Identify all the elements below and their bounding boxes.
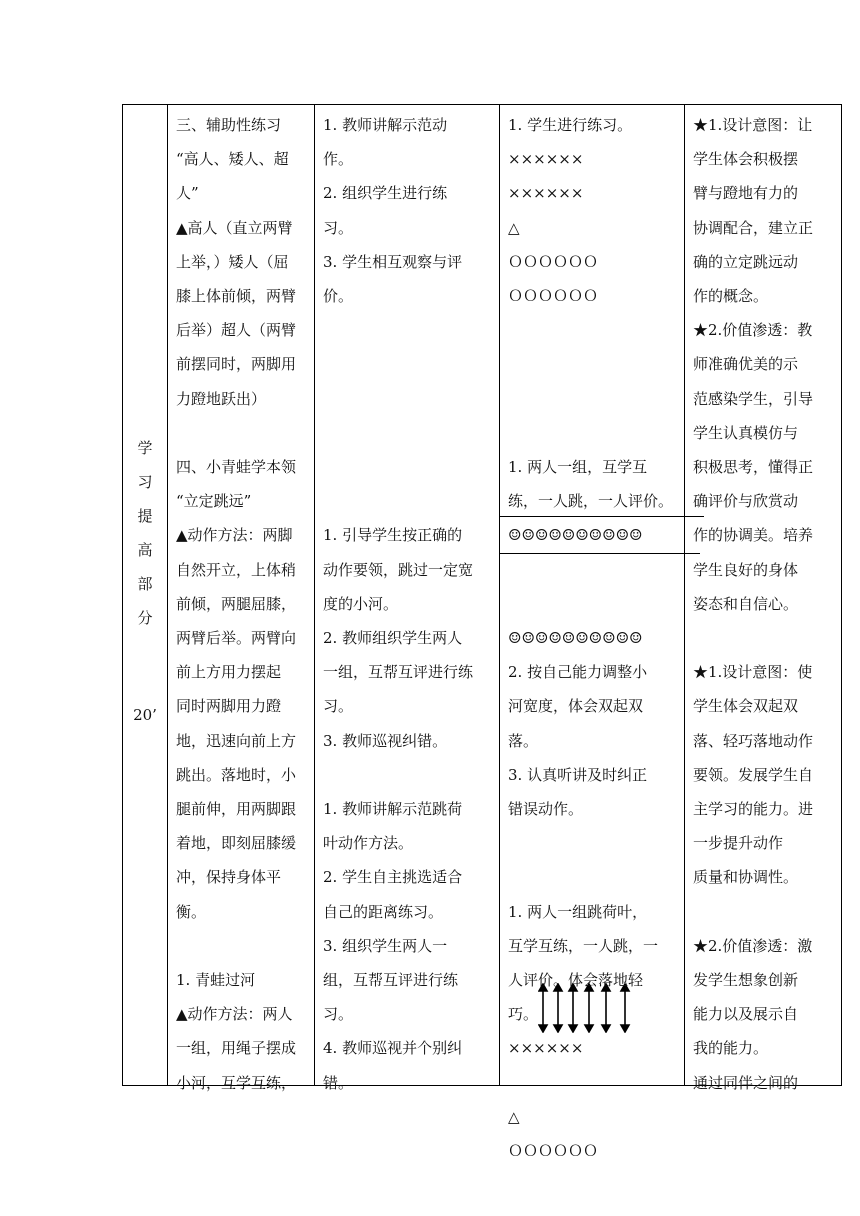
- text-line: 积极思考，懂得正: [693, 458, 814, 476]
- text-line: 小河，互学互练，: [176, 1073, 297, 1092]
- content-cell: [168, 105, 315, 1092]
- section-char: 学: [137, 439, 153, 457]
- design-intent-column: [685, 105, 841, 1092]
- text-line: ★1.设计意图：让: [693, 116, 813, 134]
- text-line: 力蹬地跃出）: [176, 389, 267, 408]
- text-line: 范感染学生，引导: [693, 389, 814, 408]
- text-line: 2. 学生自主挑选适合: [323, 868, 463, 887]
- text-line: 着地，即刻屈膝缓: [176, 834, 297, 853]
- text-line: △: [508, 218, 520, 237]
- text-line: 跳出。落地时，小: [176, 765, 297, 784]
- text-line: 作的协调美。培养: [693, 526, 814, 545]
- text-line: 习。: [323, 218, 354, 237]
- text-line: 师准确优美的示: [693, 355, 799, 374]
- student-cell: [500, 105, 685, 1160]
- text-line: 一步提升动作: [693, 834, 784, 853]
- text-line: ☺☺☺☺☺☺☺☺☺☺: [508, 629, 643, 647]
- text-line: 协调配合，建立正: [693, 218, 814, 237]
- section-char: 高: [137, 541, 153, 559]
- section-duration: 20’: [133, 706, 157, 724]
- text-line: 2. 按自己能力调整小: [508, 663, 648, 682]
- section-char: 部: [137, 575, 153, 593]
- text-line: ××××××: [508, 184, 584, 203]
- text-line: 一组，用绳子摆成: [176, 1039, 297, 1058]
- text-line: 地，迅速向前上方: [176, 731, 297, 750]
- text-line: 度的小河。: [323, 594, 399, 613]
- text-line: 4. 教师巡视并个别纠: [323, 1039, 463, 1058]
- text-line: “高人、矮人、超: [176, 150, 289, 169]
- section-char: 分: [137, 609, 153, 627]
- text-line: 通过同伴之间的: [693, 1073, 799, 1092]
- text-line: 我的能力。: [693, 1039, 769, 1058]
- text-line: 腿前伸，用两脚跟: [176, 800, 297, 818]
- intent-cell: [685, 105, 842, 1092]
- text-line: ××××××: [508, 150, 584, 169]
- river-line-bottom: [500, 553, 700, 554]
- text-line: 落。: [508, 731, 539, 750]
- text-line: 一组，互帮互评进行练: [323, 663, 474, 682]
- text-line: 发学生想象创新: [693, 971, 799, 989]
- text-line: 前上方用力摆起: [176, 663, 282, 682]
- text-line: 质量和协调性。: [693, 868, 799, 887]
- text-line: 衡。: [176, 902, 207, 921]
- text-line: 价。: [323, 287, 354, 305]
- text-line: 习。: [323, 1005, 354, 1024]
- text-line: 膝上体前倾，两臂: [176, 287, 297, 305]
- text-line: ▲动作方法：两脚: [176, 526, 293, 545]
- text-line: 能力以及展示自: [693, 1005, 799, 1024]
- text-line: ▲高人（直立两臂: [176, 218, 293, 237]
- text-line: 确的立定跳远动: [693, 252, 799, 271]
- text-line: 姿态和自信心。: [693, 594, 799, 613]
- text-line: 人评价。体会落地轻: [508, 971, 644, 989]
- text-line: 1. 引导学生按正确的: [323, 526, 463, 545]
- text-line: 1. 青蛙过河: [176, 971, 256, 989]
- text-line: 冲，保持身体平: [176, 868, 282, 887]
- text-line: ★2.价值渗透：教: [693, 321, 813, 340]
- text-line: 错。: [323, 1073, 354, 1092]
- student-activity-column: [500, 105, 684, 1160]
- text-line: 落、轻巧落地动作: [693, 731, 814, 750]
- text-line: 组，互帮互评进行练: [323, 971, 459, 989]
- text-line: 学生体会双起双: [693, 697, 799, 716]
- text-line: 互学互练，一人跳，一: [508, 936, 659, 955]
- text-line: ★1.设计意图：使: [693, 663, 813, 682]
- text-line: 3. 学生相互观察与评: [323, 252, 463, 271]
- text-line: 两臂后举。两臂向: [176, 629, 297, 647]
- text-line: 三、辅助性练习: [176, 116, 282, 134]
- text-line: ☺☺☺☺☺☺☺☺☺☺: [508, 526, 643, 545]
- teacher-cell: [315, 105, 500, 1092]
- text-line: 1. 学生进行练习。: [508, 116, 633, 134]
- text-line: ＯＯＯＯＯＯ: [508, 252, 599, 271]
- section-char: 提: [137, 507, 153, 525]
- text-line: △: [508, 1107, 520, 1126]
- text-line: 主学习的能力。进: [693, 800, 814, 818]
- text-line: 自己的距离练习。: [323, 902, 444, 921]
- text-line: 3. 认真听讲及时纠正: [508, 765, 648, 784]
- text-line: 练，一人跳，一人评价。: [508, 492, 674, 511]
- text-line: ▲动作方法：两人: [176, 1005, 293, 1024]
- text-line: 动作要领，跳过一定宽: [323, 560, 474, 579]
- text-line: 1. 两人一组跳荷叶，: [508, 902, 648, 921]
- text-line: 学生体会积极摆: [693, 150, 799, 169]
- text-line: 河宽度，体会双起双: [508, 697, 644, 716]
- text-line: ＯＯＯＯＯＯ: [508, 1142, 599, 1160]
- text-line: 3. 教师巡视纠错。: [323, 731, 448, 750]
- text-line: 后举）超人（两臂: [176, 321, 297, 340]
- text-line: 2. 教师组织学生两人: [323, 629, 463, 647]
- text-line: 确评价与欣赏动: [693, 492, 799, 511]
- text-line: 四、小青蛙学本领: [176, 458, 297, 476]
- text-line: ××××××: [508, 1039, 584, 1058]
- section-char: 习: [137, 473, 153, 491]
- text-line: “立定跳远”: [176, 492, 252, 511]
- text-line: 前倾，两腿屈膝，: [176, 594, 297, 613]
- text-line: ＯＯＯＯＯＯ: [508, 287, 599, 305]
- text-line: 同时两脚用力蹬: [176, 697, 282, 716]
- text-line: 学生良好的身体: [693, 560, 799, 579]
- text-line: 上举，）矮人（屈: [176, 252, 289, 271]
- lesson-plan-table: [122, 104, 842, 1160]
- text-line: 作。: [323, 150, 354, 169]
- text-line: 1. 教师讲解示范跳荷: [323, 800, 463, 818]
- text-line: 错误动作。: [508, 800, 584, 818]
- text-line: 自然开立，上体稍: [176, 560, 297, 579]
- content-column: [168, 105, 314, 1092]
- text-line: 臂与蹬地有力的: [693, 184, 799, 203]
- text-line: 1. 教师讲解示范动: [323, 116, 448, 134]
- teacher-activity-column: [315, 105, 499, 1092]
- text-line: ★2.价值渗透：激: [693, 936, 813, 955]
- text-line: 2. 组织学生进行练: [323, 184, 448, 203]
- text-line: 巧。: [508, 1005, 539, 1024]
- text-line: 人”: [176, 184, 199, 203]
- section-cell: [123, 105, 168, 1086]
- text-line: 作的概念。: [693, 287, 769, 305]
- text-line: 3. 组织学生两人一: [323, 936, 448, 955]
- text-line: 1. 两人一组，互学互: [508, 458, 648, 476]
- text-line: 学生认真模仿与: [693, 423, 799, 442]
- text-line: 前摆同时，两脚用: [176, 355, 297, 374]
- text-line: 叶动作方法。: [323, 834, 414, 853]
- text-line: 习。: [323, 697, 354, 716]
- section-label-wrap: [123, 105, 167, 1085]
- text-line: 要领。发展学生自: [693, 765, 814, 784]
